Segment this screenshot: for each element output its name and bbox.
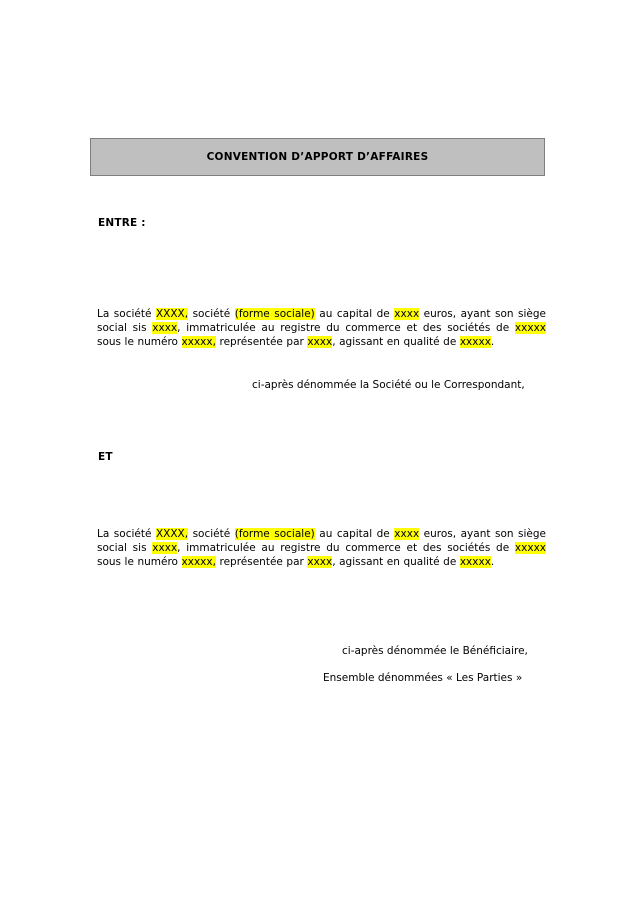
highlighted-placeholder: xxxxx, [181, 556, 216, 569]
highlighted-placeholder: xxxx [307, 336, 333, 349]
paragraph-text: euros, ayant son siège social sis [97, 528, 547, 555]
highlighted-placeholder: (forme sociale) [234, 528, 315, 540]
paragraph-text: , immatriculée au registre du commerce et des sociétés de [177, 322, 515, 335]
paragraph-text: sous le numéro [97, 556, 182, 569]
paragraph-text: La société [97, 308, 156, 320]
party-one-denomination: ci-après dénommée la Société ou le Correspondant, [252, 379, 525, 391]
highlighted-placeholder: xxxxx [459, 336, 491, 349]
paragraph-text: La société [97, 528, 156, 540]
highlighted-placeholder: xxxxx, [181, 336, 216, 349]
paragraph-text: au capital de [314, 528, 395, 540]
paragraph-text: représentée par [215, 556, 308, 569]
highlighted-placeholder: XXXX, [155, 528, 189, 540]
party-two-paragraph [97, 527, 546, 570]
highlighted-placeholder: (forme sociale) [234, 308, 315, 320]
paragraph-text: , agissant en qualité de [332, 556, 460, 569]
paragraph-text: société [188, 308, 235, 320]
document-title-banner [90, 138, 545, 176]
label-et: ET [98, 451, 113, 463]
highlighted-placeholder: xxxx [307, 556, 333, 569]
party-one-paragraph [97, 307, 546, 350]
page-title: CONVENTION D’APPORT D’AFFAIRES [206, 151, 429, 163]
label-entre: ENTRE : [98, 217, 146, 229]
paragraph-text: , agissant en qualité de [332, 336, 460, 349]
paragraph-text: représentée par [215, 336, 308, 349]
paragraph-text: au capital de [314, 308, 395, 320]
paragraph-text: , immatriculée au registre du commerce et des sociétés de [177, 542, 515, 555]
parties-closing-line: Ensemble dénommées « Les Parties » [323, 672, 523, 684]
paragraph-text: société [188, 528, 235, 540]
highlighted-placeholder: xxxxx [514, 322, 546, 335]
paragraph-text: euros, ayant son siège social sis [97, 308, 547, 335]
highlighted-placeholder: xxxx [394, 528, 420, 540]
highlighted-placeholder: xxxx [152, 322, 178, 335]
highlighted-placeholder: XXXX, [155, 308, 189, 320]
highlighted-placeholder: xxxx [394, 308, 420, 320]
paragraph-text: sous le numéro [97, 336, 182, 349]
highlighted-placeholder: xxxxx [459, 556, 491, 569]
highlighted-placeholder: xxxx [152, 542, 178, 555]
paragraph-text: . [490, 556, 495, 569]
party-two-denomination: ci-après dénommée le Bénéficiaire, [342, 645, 528, 657]
paragraph-text: . [490, 336, 495, 349]
highlighted-placeholder: xxxxx [514, 542, 546, 555]
